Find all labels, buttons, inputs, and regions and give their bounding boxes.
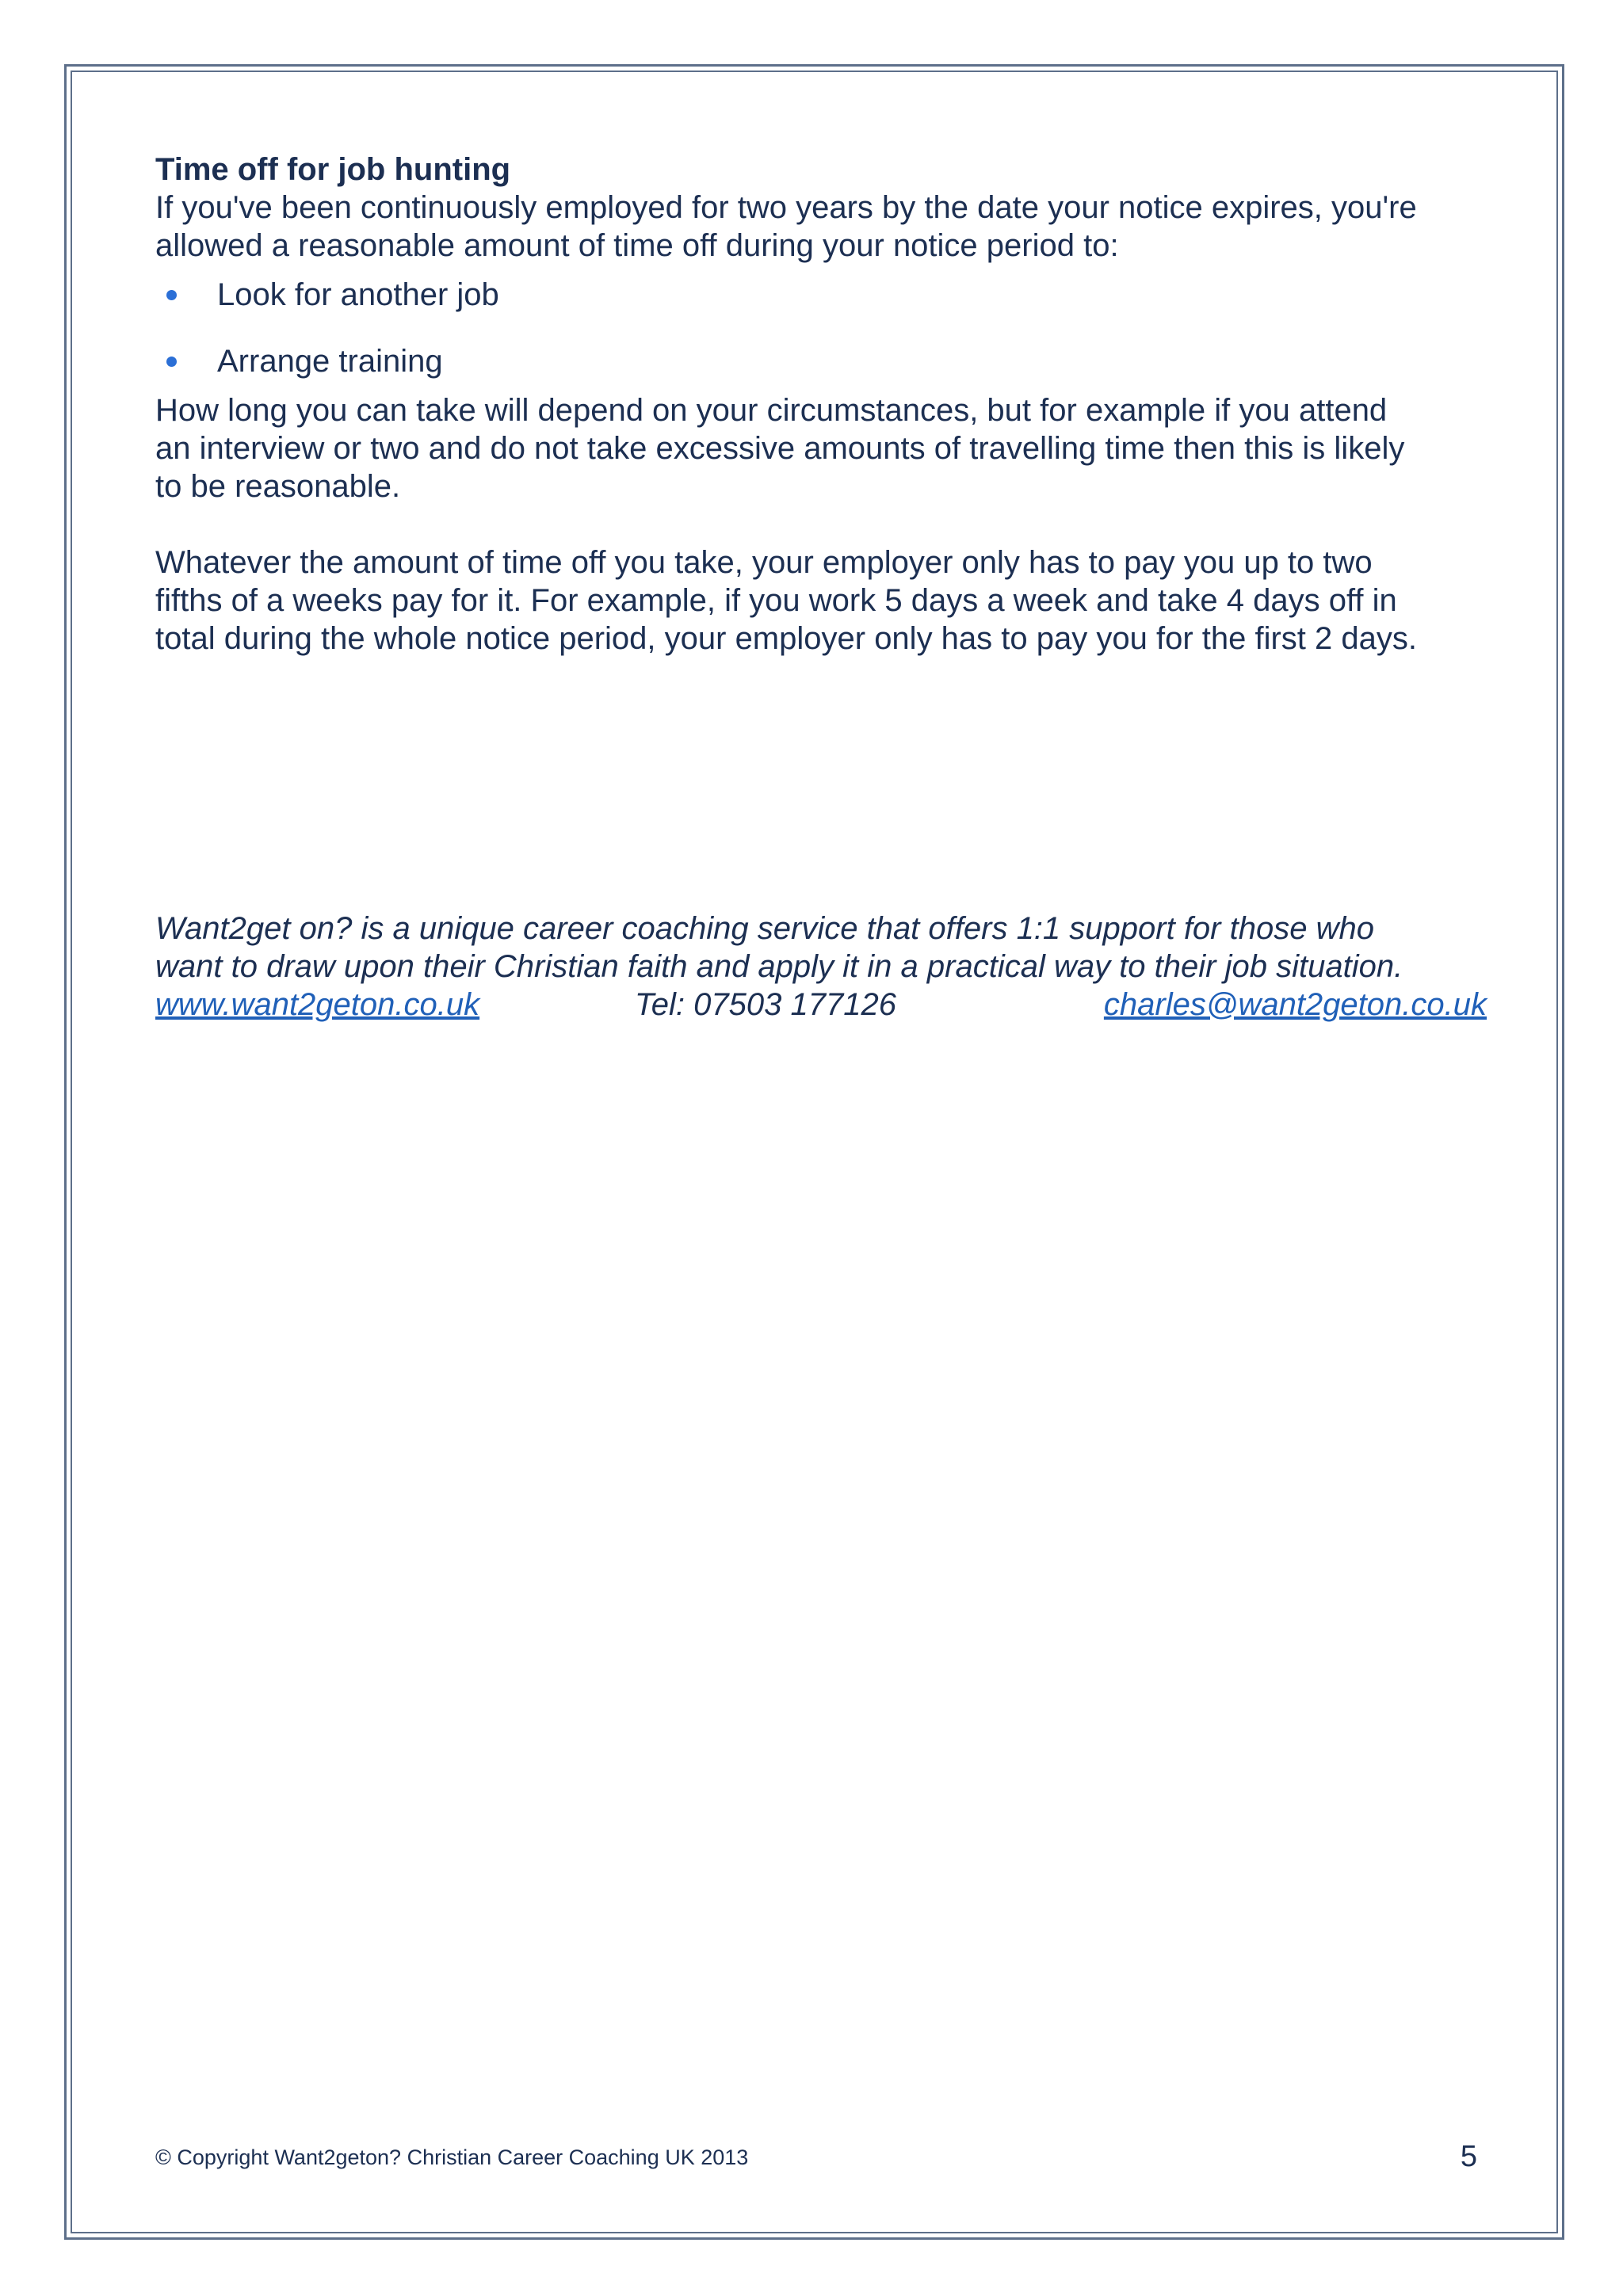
page-number: 5 [1460, 2140, 1477, 2173]
footer-copyright: © Copyright Want2geton? Christian Career Coaching UK 2013 [155, 2145, 749, 2169]
list-item-label: Arrange training [217, 344, 443, 379]
pay-line-2: fifths of a weeks pay for it. For example, if you work 5 days a week and take 4 days off in [155, 583, 1397, 618]
pay-paragraph [155, 543, 1487, 658]
section-heading: Time off for job hunting [155, 152, 511, 187]
list-item [155, 276, 1487, 314]
duration-paragraph [155, 391, 1487, 505]
contact-row [155, 986, 1487, 1024]
intro-line-2: allowed a reasonable amount of time off during your notice period to: [155, 228, 1119, 263]
promo-line-2: want to draw upon their Christian faith and apply it in a practical way to their job situation. [155, 949, 1403, 984]
pay-line-3: total during the whole notice period, your employer only has to pay you for the first 2 days. [155, 621, 1417, 656]
website-link[interactable]: www.want2geton.co.uk [155, 987, 480, 1022]
paragraph-spacer [155, 505, 1487, 543]
duration-line-2: an interview or two and do not take excessive amounts of travelling time then this is likely [155, 431, 1405, 466]
list-item-label: Look for another job [217, 277, 499, 312]
bullet-list [155, 276, 1487, 380]
bullet-dot-icon [166, 290, 177, 300]
pay-line-1: Whatever the amount of time off you take, your employer only has to pay you up to two [155, 545, 1373, 580]
list-item [155, 342, 1487, 380]
bullet-dot-icon [166, 357, 177, 367]
main-content [155, 151, 1487, 658]
email-link[interactable]: charles@want2geton.co.uk [1103, 987, 1487, 1022]
duration-line-3: to be reasonable. [155, 469, 401, 504]
promo-line-1: Want2get on? is a unique career coaching service that offers 1:1 support for those who [155, 911, 1374, 946]
promo-block [155, 910, 1487, 1024]
phone-number: Tel: 07503 177126 [635, 987, 896, 1022]
duration-line-1: How long you can take will depend on your circumstances, but for example if you attend [155, 393, 1388, 428]
intro-paragraph [155, 189, 1487, 265]
intro-line-1: If you've been continuously employed for two years by the date your notice expires, you're [155, 190, 1417, 225]
